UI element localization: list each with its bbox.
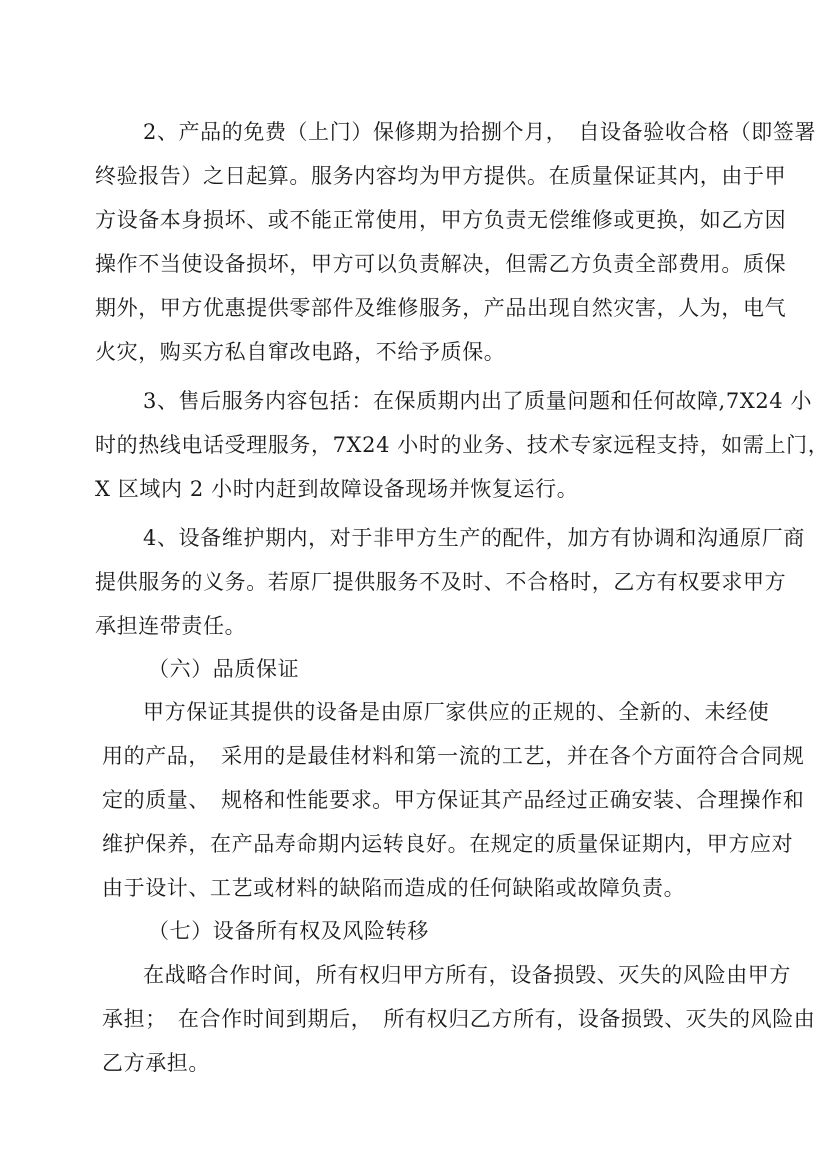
paragraph-2-line-1: 3、售后服务内容包括：在保质期内出了质量问题和任何故障,7X24 小: [143, 389, 813, 413]
paragraph-4-line-3: 定的质量、 规格和性能要求。甲方保证其产品经过正确安装、合理操作和: [102, 788, 805, 812]
paragraph-2-line-3: X 区域内 2 小时内赶到故障设备现场并恢复运行。: [95, 477, 579, 501]
paragraph-5-line-1: 在战略合作时间，所有权归甲方所有，设备损毁、灭失的风险由甲方: [143, 963, 791, 987]
paragraph-1-line-5: 期外，甲方优惠提供零部件及维修服务，产品出现自然灾害，人为，电气: [95, 296, 787, 320]
paragraph-4-line-4: 维护保养，在产品寿命期内运转良好。在规定的质量保证期内，甲方应对: [102, 832, 794, 856]
paragraph-4-line-1: 甲方保证其提供的设备是由原厂家供应的正规的、全新的、未经使: [143, 700, 770, 724]
paragraph-1-line-2: 终验报告）之日起算。服务内容均为甲方提供。在质量保证其内，由于甲: [95, 164, 787, 188]
section-heading-6: （六）品质保证: [148, 657, 300, 681]
paragraph-4-line-5: 由于设计、工艺或材料的缺陷而造成的任何缺陷或故障负责。: [102, 876, 686, 900]
section-heading-7: （七）设备所有权及风险转移: [148, 919, 429, 943]
paragraph-1-line-3: 方设备本身损坏、或不能正常使用，甲方负责无偿维修或更换，如乙方因: [95, 208, 787, 232]
paragraph-3-line-3: 承担连带责任。: [95, 614, 247, 638]
paragraph-5-line-3: 乙方承担。: [102, 1051, 210, 1075]
paragraph-1-line-1: 2、产品的免费（上门）保修期为拾捌个月， 自设备验收合格（即签署: [143, 120, 817, 144]
paragraph-3-line-2: 提供服务的义务。若原厂提供服务不及时、不合格时，乙方有权要求甲方: [95, 570, 787, 594]
paragraph-1-line-4: 操作不当使设备损坏，甲方可以负责解决，但需乙方负责全部费用。质保: [95, 252, 787, 276]
paragraph-3-line-1: 4、设备维护期内，对于非甲方生产的配件，加方有协调和沟通原厂商: [143, 526, 805, 550]
paragraph-2-line-2: 时的热线电话受理服务，7X24 小时的业务、技术专家远程支持，如需上门，: [95, 433, 830, 457]
paragraph-1-line-6: 火灾，购买方私自窜改电路，不给予质保。: [95, 340, 506, 364]
paragraph-5-line-2: 承担； 在合作时间到期后， 所有权归乙方所有，设备损毁、灭失的风险由: [102, 1007, 816, 1031]
paragraph-4-line-2: 用的产品， 采用的是最佳材料和第一流的工艺，并在各个方面符合合同规: [102, 744, 805, 768]
